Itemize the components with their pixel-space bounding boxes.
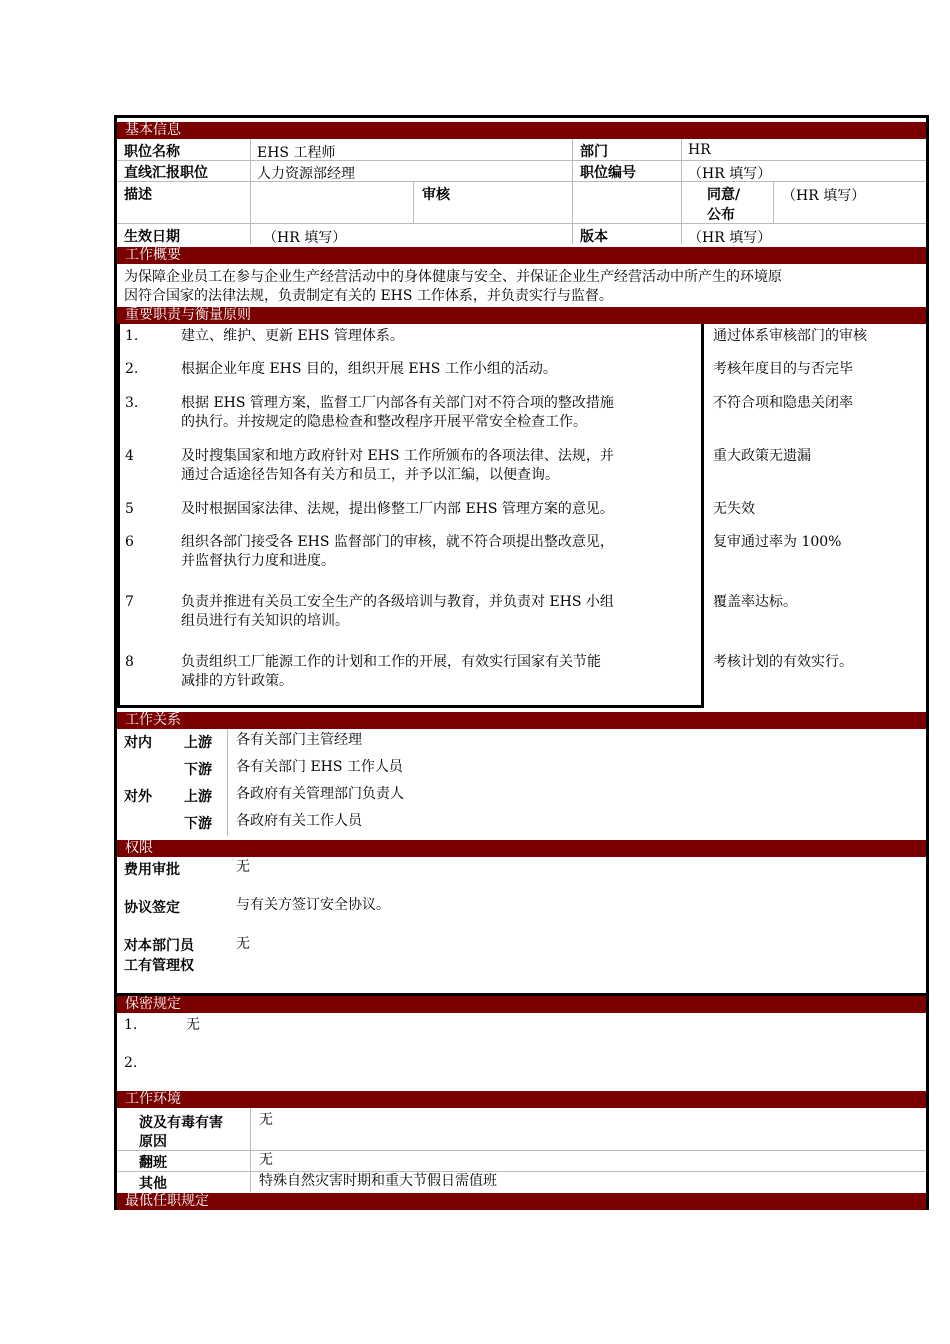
duty-text-cont: 的执行。并按规定的隐患检查和整改程序开展平常安全检查工作。 (181, 414, 587, 430)
duty-number: 3. (125, 395, 139, 411)
duty-measure: 通过体系审核部门的审核 (713, 328, 867, 344)
agree-label-2: 公布 (707, 207, 735, 223)
review-label: 审核 (422, 187, 450, 203)
job-code-label: 职位编号 (580, 165, 636, 181)
duty-number: 7 (125, 594, 134, 610)
duty-text: 负责并推进有关员工安全生产的各级培训与教育，并负责对 EHS 小组 (181, 594, 614, 610)
section-basic-info: 基本信息 (117, 122, 926, 139)
toxic-label-1: 波及有毒有害 (139, 1115, 223, 1131)
effective-date-label: 生效日期 (124, 229, 180, 245)
internal-label: 对内 (124, 735, 152, 751)
shift-value: 无 (259, 1152, 273, 1168)
expense-approval-label: 费用审批 (124, 862, 180, 878)
version-value: （HR 填写） (688, 230, 772, 246)
duty-number: 8 (125, 654, 134, 670)
dept-label: 部门 (580, 144, 608, 160)
agreement-label: 协议签定 (124, 900, 180, 916)
duty-measure: 无失效 (713, 501, 755, 517)
other-value: 特殊自然灾害时期和重大节假日需值班 (259, 1173, 497, 1189)
confidential-number: 1. (124, 1017, 138, 1033)
job-code-value: （HR 填写） (688, 166, 772, 182)
duty-text: 及时根据国家法律、法规，提出修整工厂内部 EHS 管理方案的意见。 (181, 501, 614, 517)
staff-authority-label-2: 工有管理权 (124, 958, 194, 974)
confidential-text: 无 (186, 1017, 200, 1033)
agree-label-1: 同意/ (707, 187, 741, 203)
upstream-label: 上游 (184, 789, 212, 805)
duty-measure: 考核年度目的与否完毕 (713, 361, 853, 377)
duty-number: 6 (125, 534, 134, 550)
report-label: 直线汇报职位 (124, 165, 208, 181)
external-label: 对外 (124, 789, 152, 805)
duty-text: 及时搜集国家和地方政府针对 EHS 工作所颁布的各项法律、法规，并 (181, 448, 614, 464)
confidential-number: 2. (124, 1055, 138, 1071)
duty-measure: 复审通过率为 100% (713, 534, 842, 550)
duty-text: 负责组织工厂能源工作的计划和工作的开展，有效实行国家有关节能 (181, 654, 601, 670)
upstream-label: 上游 (184, 735, 212, 751)
section-relations: 工作关系 (117, 712, 926, 729)
section-confidential: 保密规定 (117, 996, 926, 1013)
duty-number: 4 (125, 448, 134, 464)
duty-measure: 重大政策无遗漏 (713, 448, 811, 464)
job-description-form (114, 115, 929, 1210)
other-label: 其他 (139, 1176, 167, 1192)
duty-number: 5 (125, 501, 134, 517)
effective-date-value: （HR 填写） (263, 230, 347, 246)
duty-text: 根据 EHS 管理方案，监督工厂内部各有关部门对不符合项的整改措施 (181, 395, 614, 411)
duty-text: 建立、维护、更新 EHS 管理体系。 (181, 328, 404, 344)
summary-text-line-1: 为保障企业员工在参与企业生产经营活动中的身体健康与安全、并保证企业生产经营活动中所产生的环境原 (124, 269, 782, 285)
agreement-value: 与有关方签订安全协议。 (236, 897, 390, 913)
description-label: 描述 (124, 187, 152, 203)
duty-number: 1. (125, 328, 139, 344)
section-qualification: 最低任职规定 (117, 1193, 926, 1210)
duty-text-cont: 减排的方针政策。 (181, 673, 293, 689)
section-environment: 工作环境 (117, 1091, 926, 1108)
dept-value: HR (688, 142, 711, 158)
job-title-value: EHS 工程师 (257, 145, 336, 161)
duty-measure: 不符合项和隐患关闭率 (713, 395, 853, 411)
section-summary: 工作概要 (117, 247, 926, 264)
duty-text-cont: 组员进行有关知识的培训。 (181, 613, 349, 629)
duty-measure: 考核计划的有效实行。 (713, 654, 853, 670)
section-duties: 重要职责与衡量原则 (117, 307, 926, 324)
expense-approval-value: 无 (236, 859, 250, 875)
duty-text-cont: 通过合适途径告知各有关方和员工，并予以汇编，以便查询。 (181, 467, 559, 483)
duty-text: 组织各部门接受各 EHS 监督部门的审核，就不符合项提出整改意见， (181, 534, 614, 550)
summary-text-line-2: 因符合国家的法律法规，负责制定有关的 EHS 工作体系，并负责实行与监督。 (124, 288, 613, 304)
duty-number: 2. (125, 361, 139, 377)
internal-downstream-value: 各有关部门 EHS 工作人员 (236, 759, 403, 775)
report-value: 人力资源部经理 (257, 166, 355, 182)
downstream-label: 下游 (184, 762, 212, 778)
agree-value: （HR 填写） (782, 188, 866, 204)
toxic-value: 无 (259, 1112, 273, 1128)
staff-authority-label-1: 对本部门员 (124, 938, 194, 954)
section-authority: 权限 (117, 840, 926, 857)
toxic-label-2: 原因 (139, 1134, 167, 1150)
version-label: 版本 (580, 229, 608, 245)
external-downstream-value: 各政府有关工作人员 (236, 813, 362, 829)
duty-text: 根据企业年度 EHS 目的，组织开展 EHS 工作小组的活动。 (181, 361, 557, 377)
staff-authority-value: 无 (236, 936, 250, 952)
job-title-label: 职位名称 (124, 144, 180, 160)
duty-text-cont: 并监督执行力度和进度。 (181, 553, 335, 569)
shift-label: 翻班 (139, 1155, 167, 1171)
internal-upstream-value: 各有关部门主管经理 (236, 732, 362, 748)
downstream-label: 下游 (184, 816, 212, 832)
duty-measure: 覆盖率达标。 (713, 594, 797, 610)
external-upstream-value: 各政府有关管理部门负责人 (236, 786, 404, 802)
